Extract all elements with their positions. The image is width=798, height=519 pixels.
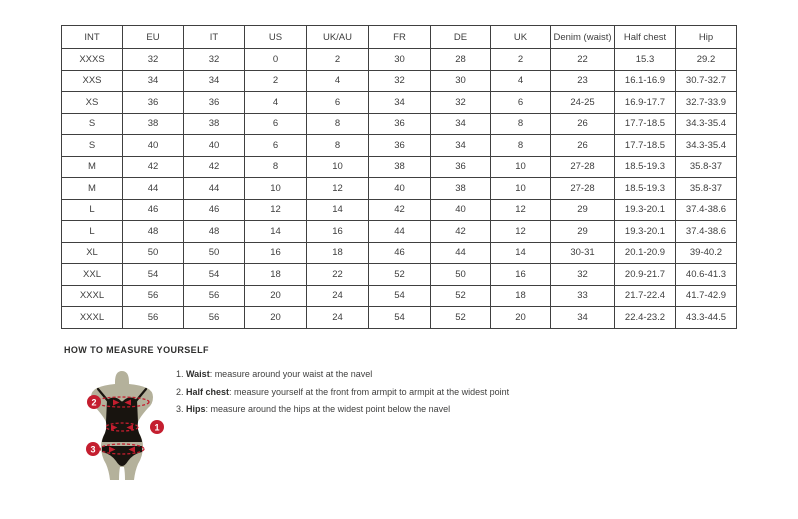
size-cell: 20 [245,285,307,307]
size-cell: 17.7-18.5 [615,135,676,157]
size-cell: 30 [431,70,491,92]
size-cell: 32 [431,92,491,114]
size-cell: 46 [184,199,245,221]
size-cell: 24-25 [551,92,615,114]
size-cell: L [62,221,123,243]
size-row [62,92,737,114]
size-cell: 20.1-20.9 [615,242,676,264]
size-cell: XXXS [62,49,123,71]
size-cell: 50 [123,242,184,264]
size-cell: M [62,156,123,178]
size-row [62,199,737,221]
measure-steps-list [176,369,596,422]
size-cell: 16 [491,264,551,286]
size-cell: 18 [245,264,307,286]
size-row [62,221,737,243]
size-cell: 34 [551,307,615,329]
step-text: : measure around the hips at the widest point below the navel [205,404,451,414]
size-cell: 34 [184,70,245,92]
size-cell: 4 [491,70,551,92]
size-row [62,135,737,157]
size-cell: 29 [551,221,615,243]
column-header: US [245,26,307,49]
size-cell: 35.8-37 [676,156,737,178]
size-cell: M [62,178,123,200]
size-cell: 48 [123,221,184,243]
measure-step [176,387,596,397]
size-cell: 14 [491,242,551,264]
size-cell: 50 [431,264,491,286]
step-term: Waist [186,369,210,379]
size-cell: 36 [431,156,491,178]
size-cell: 20 [491,307,551,329]
size-cell: 8 [491,135,551,157]
size-cell: 38 [431,178,491,200]
size-cell: 52 [431,307,491,329]
size-cell: 20 [245,307,307,329]
size-cell: 20.9-21.7 [615,264,676,286]
column-header: UK [491,26,551,49]
size-cell: 56 [184,307,245,329]
step-term: Hips [186,404,206,414]
size-cell: 42 [184,156,245,178]
size-cell: 46 [369,242,431,264]
column-header: Half chest [615,26,676,49]
size-cell: 15.3 [615,49,676,71]
size-cell: 6 [307,92,369,114]
size-cell: 32 [184,49,245,71]
size-cell: 18 [491,285,551,307]
size-cell: 12 [307,178,369,200]
size-cell: 17.7-18.5 [615,113,676,135]
size-cell: 8 [307,135,369,157]
size-cell: 39-40.2 [676,242,737,264]
size-cell: 37.4-38.6 [676,221,737,243]
marker-number-hips: 3 [90,444,96,455]
size-cell: 34.3-35.4 [676,113,737,135]
size-row [62,285,737,307]
size-cell: 6 [245,113,307,135]
step-number: 2. [176,386,187,397]
size-row [62,307,737,329]
size-chart-body [62,49,737,329]
size-cell: 56 [184,285,245,307]
column-header: UK/AU [307,26,369,49]
size-cell: 8 [491,113,551,135]
size-cell: 2 [245,70,307,92]
size-cell: 38 [184,113,245,135]
size-cell: 27-28 [551,156,615,178]
size-cell: XXS [62,70,123,92]
size-cell: 36 [369,113,431,135]
size-cell: 19.3-20.1 [615,221,676,243]
size-cell: 12 [491,221,551,243]
column-header: FR [369,26,431,49]
size-cell: 10 [491,156,551,178]
column-header: Denim (waist) [551,26,615,49]
column-header: DE [431,26,491,49]
size-cell: 18 [307,242,369,264]
size-cell: S [62,135,123,157]
size-cell: 56 [123,307,184,329]
size-cell: 36 [123,92,184,114]
size-cell: 22.4-23.2 [615,307,676,329]
size-cell: 4 [245,92,307,114]
size-cell: 10 [307,156,369,178]
size-cell: 42 [431,221,491,243]
size-cell: 48 [184,221,245,243]
size-cell: 4 [307,70,369,92]
size-cell: 30-31 [551,242,615,264]
size-cell: 8 [245,156,307,178]
size-cell: 10 [491,178,551,200]
size-cell: 52 [431,285,491,307]
size-cell: 44 [369,221,431,243]
measure-step [176,404,596,414]
size-cell: 18.5-19.3 [615,178,676,200]
size-cell: 36 [369,135,431,157]
size-row [62,156,737,178]
size-cell: 27-28 [551,178,615,200]
size-cell: 26 [551,113,615,135]
size-cell: 16.9-17.7 [615,92,676,114]
size-row [62,113,737,135]
size-cell: 19.3-20.1 [615,199,676,221]
size-cell: 44 [184,178,245,200]
size-cell: 28 [431,49,491,71]
size-cell: 36 [184,92,245,114]
size-cell: 10 [245,178,307,200]
size-cell: 38 [369,156,431,178]
size-cell: XXXL [62,285,123,307]
size-cell: 43.3-44.5 [676,307,737,329]
size-cell: 40 [184,135,245,157]
size-cell: 32 [369,70,431,92]
column-header: INT [62,26,123,49]
size-cell: 34 [431,135,491,157]
size-cell: 30.7-32.7 [676,70,737,92]
size-cell: 44 [431,242,491,264]
mannequin-illustration [80,368,190,486]
size-cell: 34 [369,92,431,114]
size-cell: 40 [123,135,184,157]
size-cell: 12 [245,199,307,221]
size-cell: 56 [123,285,184,307]
size-cell: 29.2 [676,49,737,71]
size-row [62,49,737,71]
size-row [62,242,737,264]
size-cell: 54 [123,264,184,286]
column-header: EU [123,26,184,49]
size-cell: 50 [184,242,245,264]
size-cell: 34 [431,113,491,135]
size-cell: 35.8-37 [676,178,737,200]
size-cell: 34.3-35.4 [676,135,737,157]
size-cell: XXL [62,264,123,286]
size-cell: 24 [307,307,369,329]
size-cell: 38 [123,113,184,135]
size-cell: 6 [491,92,551,114]
size-cell: 14 [245,221,307,243]
size-cell: 46 [123,199,184,221]
size-cell: L [62,199,123,221]
size-row [62,264,737,286]
size-cell: 29 [551,199,615,221]
size-cell: 24 [307,285,369,307]
size-cell: 30 [369,49,431,71]
size-cell: 32.7-33.9 [676,92,737,114]
size-cell: 18.5-19.3 [615,156,676,178]
size-cell: 37.4-38.6 [676,199,737,221]
size-cell: S [62,113,123,135]
size-cell: 54 [369,285,431,307]
size-cell: 52 [369,264,431,286]
size-cell: 8 [307,113,369,135]
measure-section-heading: HOW TO MEASURE YOURSELF [64,345,209,355]
size-cell: 23 [551,70,615,92]
size-cell: 54 [369,307,431,329]
marker-number-half-chest: 2 [91,397,97,408]
size-cell: 16 [307,221,369,243]
size-cell: 2 [491,49,551,71]
size-cell: 42 [123,156,184,178]
size-cell: 32 [123,49,184,71]
size-row [62,178,737,200]
marker-number-waist: 1 [154,422,160,433]
step-number: 1. [176,369,187,379]
size-cell: XL [62,242,123,264]
measure-step [176,369,596,379]
size-chart-table [61,25,737,329]
size-cell: 2 [307,49,369,71]
camisole-top [102,398,142,443]
size-cell: 14 [307,199,369,221]
size-cell: 44 [123,178,184,200]
size-cell: 40 [369,178,431,200]
step-number: 3. [176,404,187,414]
step-text: : measure yourself at the front from armpit to armpit at the widest point [229,386,510,397]
size-cell: 32 [551,264,615,286]
step-text: : measure around your waist at the navel [209,369,373,379]
size-cell: 26 [551,135,615,157]
size-cell: 54 [184,264,245,286]
size-cell: 12 [491,199,551,221]
step-term: Half chest [186,386,230,397]
size-cell: 0 [245,49,307,71]
size-cell: 16.1-16.9 [615,70,676,92]
size-cell: 22 [307,264,369,286]
size-cell: XXXL [62,307,123,329]
size-cell: 40 [431,199,491,221]
size-chart-header-row [62,26,737,49]
column-header: Hip [676,26,737,49]
size-cell: 40.6-41.3 [676,264,737,286]
size-cell: 21.7-22.4 [615,285,676,307]
size-row [62,70,737,92]
size-cell: 42 [369,199,431,221]
size-cell: 34 [123,70,184,92]
size-cell: 41.7-42.9 [676,285,737,307]
mannequin-figure [80,368,190,486]
column-header: IT [184,26,245,49]
size-cell: 16 [245,242,307,264]
size-cell: 6 [245,135,307,157]
size-cell: XS [62,92,123,114]
size-cell: 33 [551,285,615,307]
size-cell: 22 [551,49,615,71]
